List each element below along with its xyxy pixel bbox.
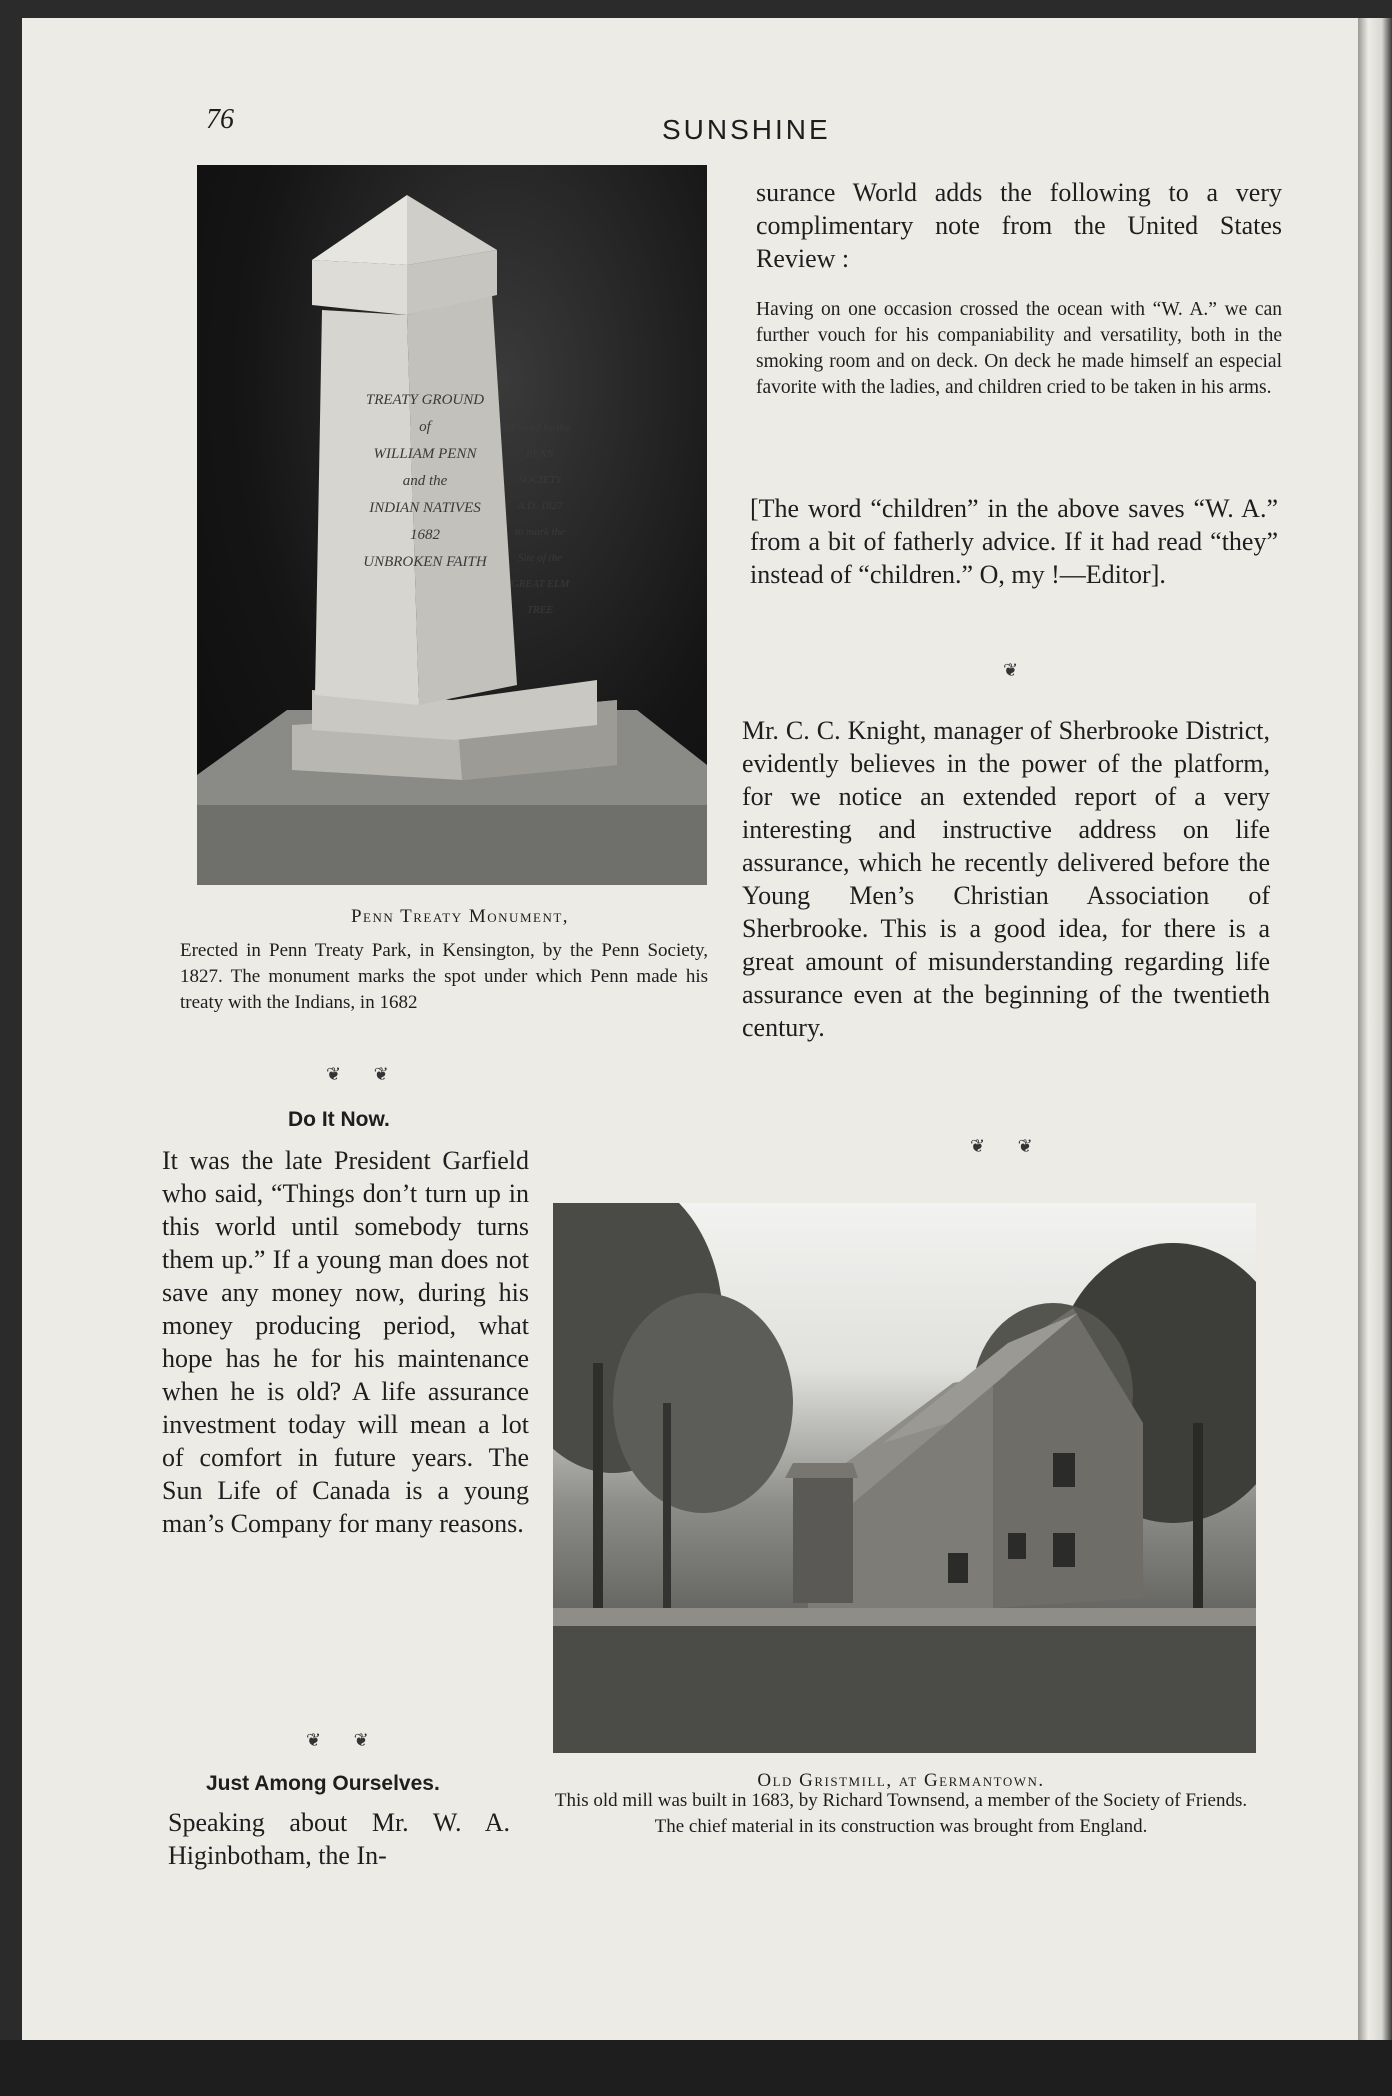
- side-inscription-line: A.D. 1827: [517, 500, 563, 512]
- page-edge: [1358, 18, 1392, 2066]
- ornament-double: ❦ ❦: [306, 1730, 383, 1750]
- inscription-line: and the: [402, 473, 448, 489]
- side-inscription-line: Placed by the: [510, 422, 570, 434]
- side-inscription-line: GREAT ELM TREE: [510, 578, 570, 616]
- inscription-line: 1682: [410, 527, 440, 543]
- side-inscription-line: Site of the: [518, 552, 562, 564]
- ornament-double: ❦ ❦: [326, 1064, 403, 1084]
- monument-caption-title: Penn Treaty Monument,: [350, 906, 570, 927]
- knight-paragraph: Mr. C. C. Knight, manager of Sherbrooke District, evidently believes in the power of the platform, for we notice an extended report of a very interesting and instructive address on life assurance, which he recently delivered before the Young Men’s Christian Association of Sherbrooke. This is a good idea, for there is a great amount of misunderstanding regarding life assurance even at the beginning of the twentieth century.: [742, 716, 1270, 1042]
- inscription-line: INDIAN NATIVES: [369, 500, 481, 516]
- monument-inscription: [335, 387, 515, 576]
- monument-side-inscription: [503, 415, 577, 623]
- gristmill-caption-title: Old Gristmill, at Germantown.: [757, 1770, 1045, 1791]
- monument-photo: [197, 165, 707, 885]
- ornament-single: ❦: [1003, 660, 1033, 680]
- ornament-double: ❦ ❦: [970, 1136, 1047, 1156]
- inscription-line: UNBROKEN FAITH: [363, 554, 487, 570]
- gristmill-caption-body: This old mill was built in 1683, by Richard Townsend, a member of the Society of Friends. The chief material in its construction was brought from England.: [554, 1790, 1248, 1837]
- inscription-line: WILLIAM PENN: [373, 446, 477, 462]
- inscription-line: TREATY GROUND: [365, 392, 485, 408]
- heading-do-it-now: Do It Now.: [288, 1108, 390, 1131]
- inscription-line: of: [419, 419, 431, 435]
- gristmill-photo: [553, 1203, 1256, 1753]
- just-among-body-continued: surance World adds the following to a very complimentary note from the United States Review :: [756, 178, 1282, 273]
- side-inscription-line: PENN SOCIETY: [518, 448, 562, 486]
- page-number: 76: [206, 104, 234, 135]
- side-inscription-line: to mark the: [514, 526, 566, 538]
- quoted-paragraph: Having on one occasion crossed the ocean with “W. A.” we can further vouch for his companiability and versatility, both in the smoking room and on deck. On deck he made himself an especial favorite with the ladies, and children cried to be taken in his arms.: [756, 299, 1282, 398]
- running-head: SUNSHINE: [662, 114, 831, 145]
- heading-just-among-ourselves: Just Among Ourselves.: [206, 1772, 440, 1795]
- monument-caption-body: Erected in Penn Treaty Park, in Kensington, by the Penn Society, 1827. The monument marks the spot under which Penn made his treaty with the Indians, in 1682: [180, 940, 708, 1013]
- scan-bottom-strip: [0, 2040, 1392, 2096]
- just-among-body-start: Speaking about Mr. W. A. Higinbotham, the In-: [168, 1808, 510, 1870]
- editor-note: [The word “children” in the above saves “W. A.” from a bit of fatherly advice. If it had read “they” instead of “children.” O, my !—Editor].: [750, 494, 1278, 589]
- do-it-now-body: It was the late President Garfield who said, “Things don’t turn up in this world until somebody turns them up.” If a young man does not save any money now, during his money producing period, what hope has he for his maintenance when he is old? A life assurance investment today will mean a lot of comfort in future years. The Sun Life of Canada is a young man’s Company for many reasons.: [162, 1146, 529, 1538]
